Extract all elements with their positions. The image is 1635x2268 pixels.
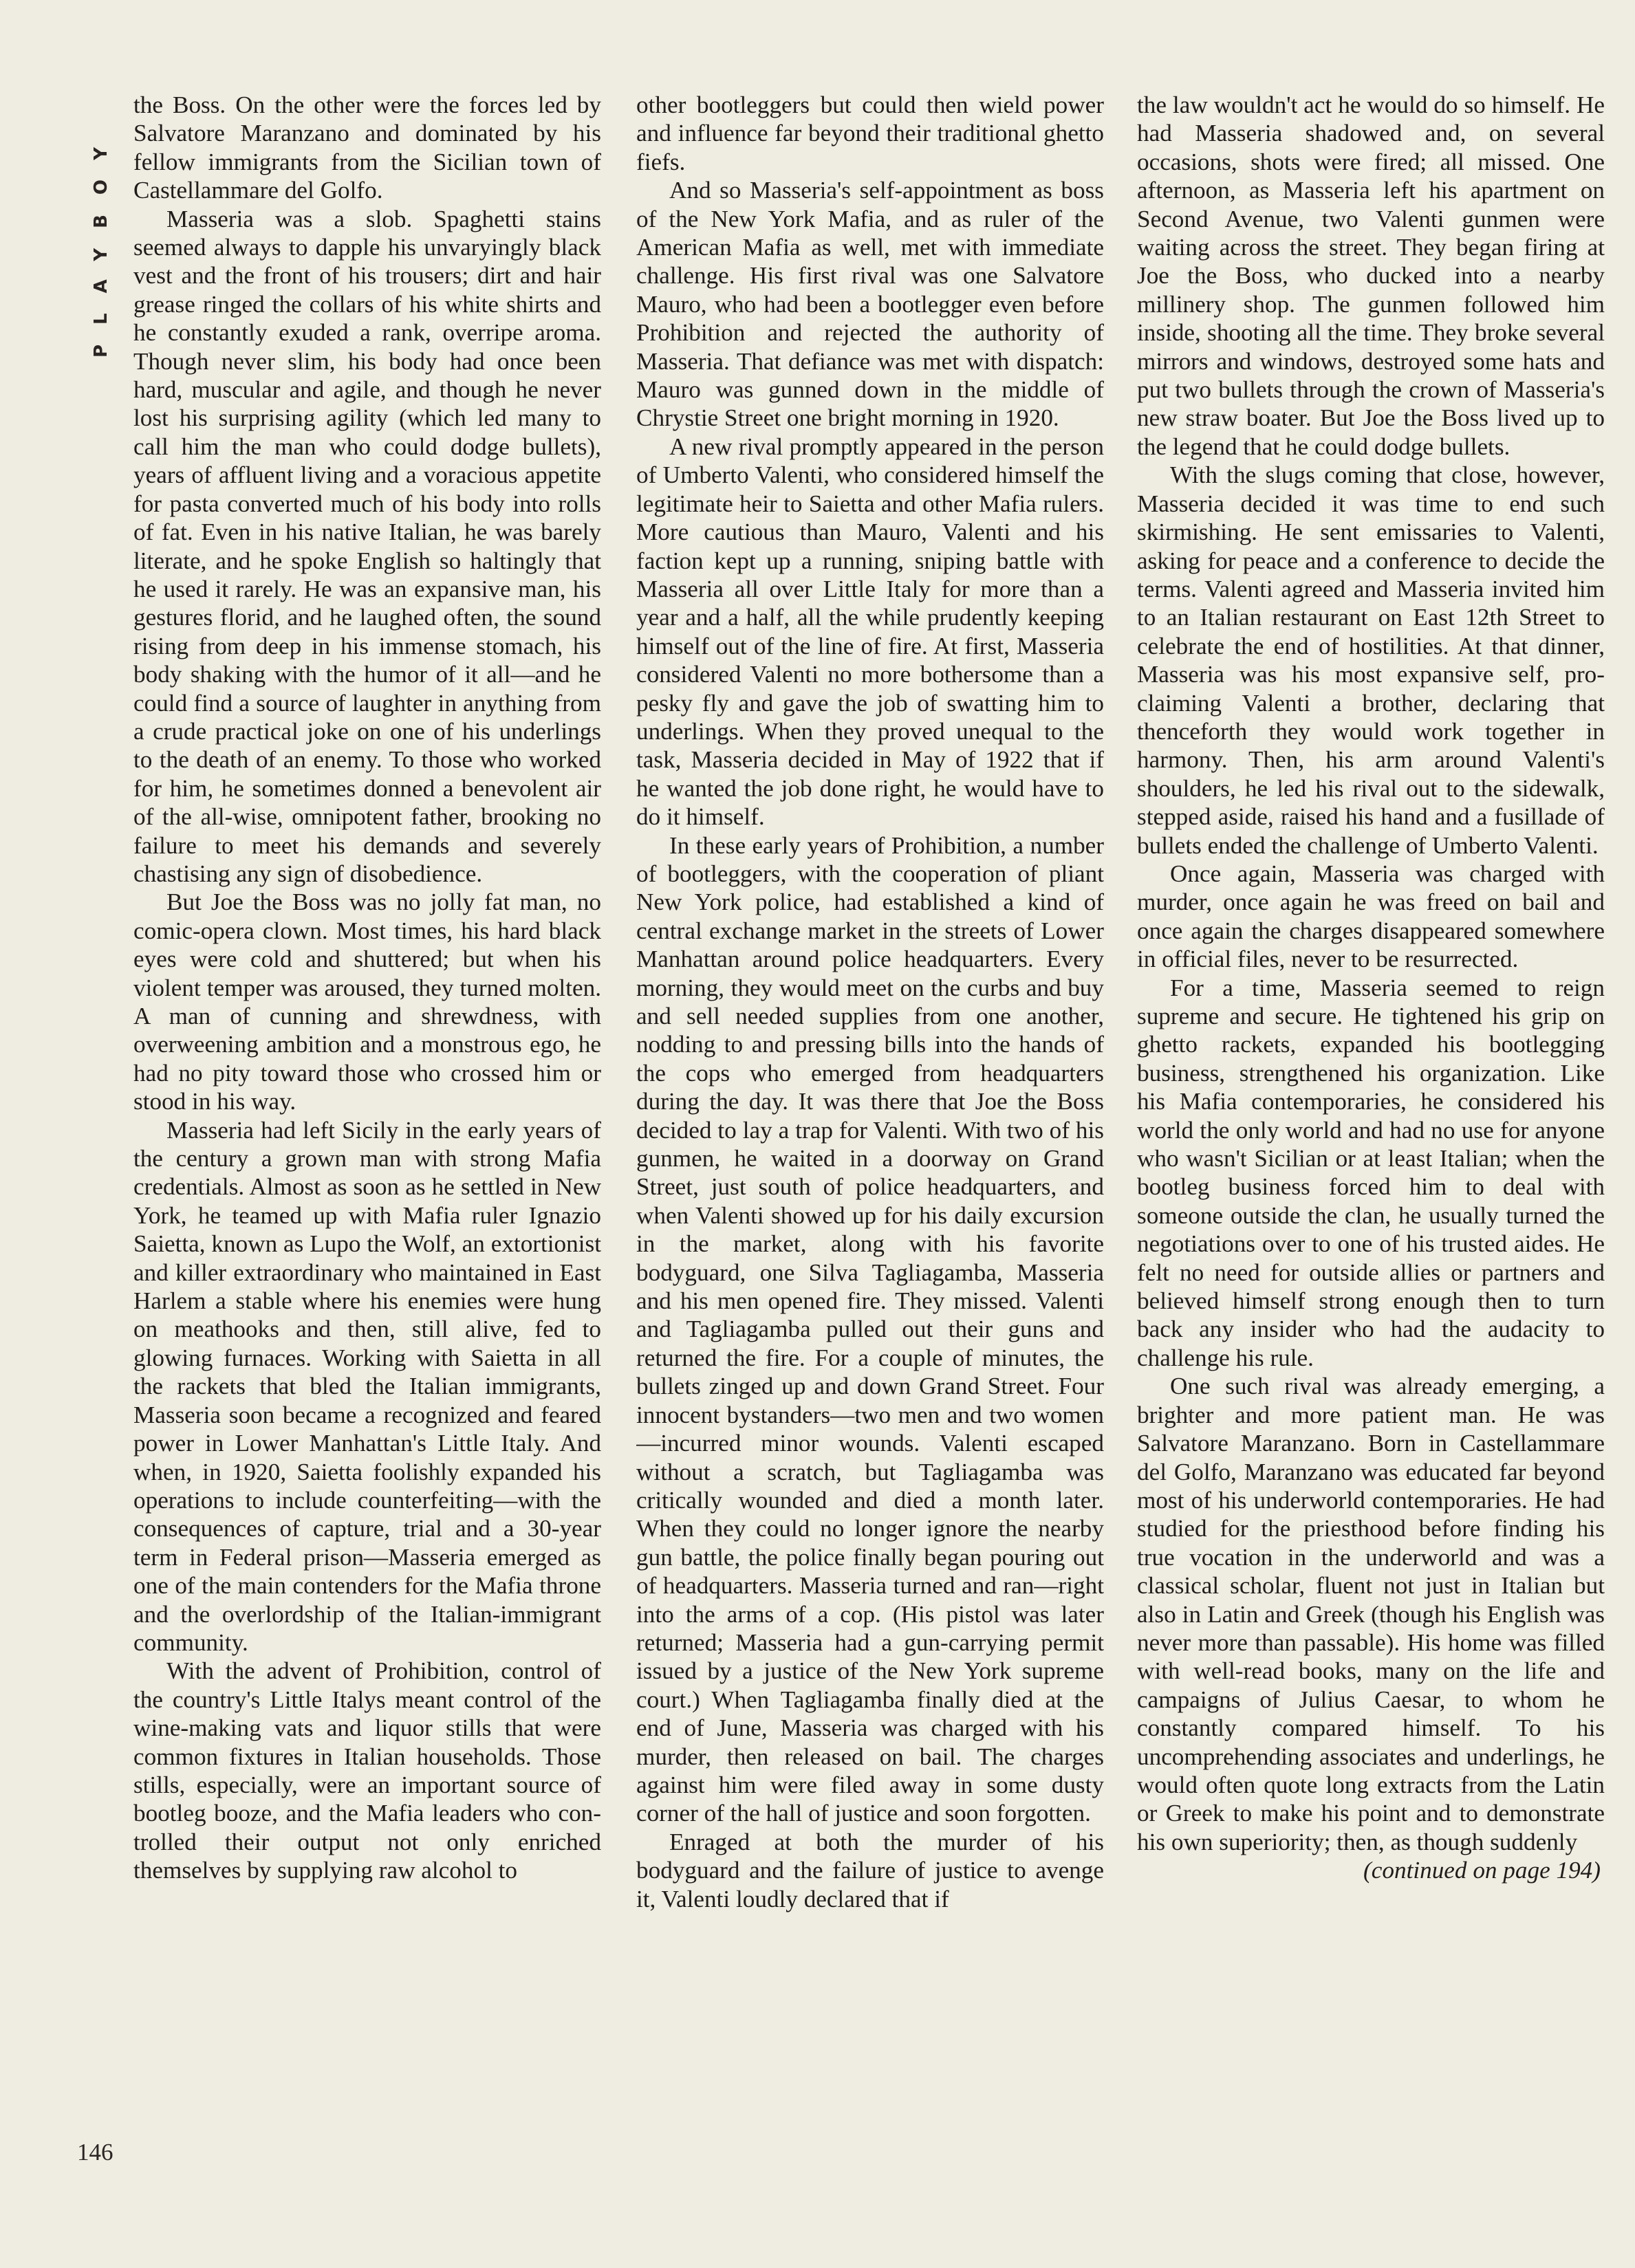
article-column-1	[133, 91, 601, 2181]
continued-on-note: (continued on page 194)	[1363, 1857, 1601, 1884]
paragraph: Once again, Masseria was charged with murder, once again he was freed on bail and once again the charges disappeared somewhere in official files, never to be resurrected.	[1137, 860, 1605, 973]
paragraph: With the slugs coming that close, however, Masseria decided it was time to end such skirmishing. He sent emissaries to Valenti, asking for peace and a conference to decide the terms. Valenti agreed and Masseria invited him to an Italian restaurant on East 12th Street to celebrate the end of hostilities. At that dinner, Masseria was his most expansive self, proclaiming Valenti a brother, declaring that thenceforth they would work together in harmony. Then, his arm around Valenti's shoulders, he led his rival out to the sidewalk, stepped aside, raised his hand and a fusillade of bullets ended the challenge of Umberto Valenti.	[1137, 461, 1605, 859]
paragraph: the Boss. On the other were the forces led by Salvatore Maranzano and dominated by his fellow immigrants from the Sicilian town of Castellammare del Golfo.	[133, 91, 601, 204]
paragraph: With the advent of Prohibition, control of the country's Little Italys meant control of the wine-making vats and liquor stills that were common fixtures in Italian households. Those stills, especially, were an important source of bootleg booze, and the Mafia leaders who controlled their output not only enriched themselves by supplying raw alcohol to	[133, 1657, 601, 1884]
paragraph: In these early years of Prohibition, a number of bootleggers, with the cooperation of pliant New York police, had established a kind of central exchange market in the streets of Lower Manhattan around police headquarters. Every morning, they would meet on the curbs and buy and sell needed supplies from one another, nodding to and pressing bills into the hands of the cops who emerged from headquarters during the day. It was there that Joe the Boss decided to lay a trap for Valenti. With two of his gunmen, he waited in a doorway on Grand Street, just south of police headquarters, and when Valenti showed up for his daily excursion in the market, along with his favorite bodyguard, one Silva Tagliagamba, Masseria and his men opened fire. They missed. Valenti and Tagliagamba pulled out their guns and returned the fire. For a couple of minutes, the bullets zinged up and down Grand Street. Four innocent bystanders—two men and two women—incurred minor wounds. Valenti escaped without a scratch, but Tagliagamba was critically wounded and died a month later. When they could no longer ignore the nearby gun battle, the police finally began pouring out of headquarters. Masseria turned and ran—right into the arms of a cop. (His pistol was later returned; Masseria had a gun-carrying permit issued by a justice of the New York supreme court.) When Tagliagamba finally died at the end of June, Masseria was charged with his murder, then released on bail. The charges against him were filed away in some dusty corner of the hall of justice and soon forgotten.	[636, 831, 1104, 1827]
article-column-3	[1137, 91, 1605, 2181]
paragraph: And so Masseria's self-appointment as boss of the New York Mafia, and as ruler of the American Mafia as well, met with immediate challenge. His first rival was one Salvatore Mauro, who had been a bootlegger even before Prohibition and rejected the authority of Masseria. That defiance was met with dispatch: Mauro was gunned down in the middle of Chrystie Street one bright morning in 1920.	[636, 177, 1104, 432]
magazine-masthead	[74, 96, 111, 358]
paragraph: One such rival was already emerging, a brighter and more patient man. He was Salvatore Maranzano. Born in Castellammare del Golfo, Maranzano was educated far beyond most of his underworld contemporaries. He had studied for the priesthood before finding his true vocation in the underworld and was a classical scholar, fluent not just in Italian but also in Latin and Greek (though his English was never more than passable). His home was filled with well-read books, many on the life and campaigns of Julius Caesar, to whom he constantly compared himself. To his uncomprehending associates and underlings, he would often quote long extracts from the Latin or Greek to make his point and to demonstrate his own superiority; then, as though suddenly	[1137, 1373, 1605, 1855]
paragraph: the law wouldn't act he would do so himself. He had Masseria shadowed and, on several occasions, shots were fired; all missed. One afternoon, as Masseria left his apartment on Second Avenue, two Valenti gunmen were waiting across the street. They began firing at Joe the Boss, who ducked into a nearby millinery shop. The gunmen followed him inside, shooting all the time. They broke several mirrors and windows, destroyed some hats and put two bullets through the crown of Masseria's new straw boater. But Joe the Boss lived up to the legend that he could dodge bullets.	[1137, 91, 1605, 460]
magazine-name: PLAYBOY	[91, 127, 111, 358]
article-column-2	[636, 91, 1104, 2181]
paragraph: For a time, Masseria seemed to reign supreme and secure. He tightened his grip on ghetto rackets, expanded his bootlegging business, strengthened his organization. Like his Mafia contemporaries, he considered his world the only world and had no use for anyone who wasn't Sicilian or at least Italian; when the bootleg business forced him to deal with someone outside the clan, he usually turned the negotiations over to one of his trusted aides. He felt no need for outside allies or partners and believed himself strong enough then to turn back any insider who had the audacity to challenge his rule.	[1137, 974, 1605, 1371]
paragraph: Masseria was a slob. Spaghetti stains seemed always to dapple his unvaryingly black vest and the front of his trousers; dirt and hair grease ringed the collars of his white shirts and he constantly exuded a rank, overripe aroma. Though never slim, his body had once been hard, muscular and agile, and though he never lost his surprising agility (which led many to call him the man who could dodge bullets), years of affluent living and a voracious appetite for pasta converted much of his body into rolls of fat. Even in his native Italian, he was barely literate, and he spoke English so haltingly that he used it rarely. He was an expansive man, his gestures florid, and he laughed often, the sound rising from deep in his immense stomach, his body shaking with the humor of it all—and he could find a source of laughter in anything from a crude practical joke on one of his underlings to the death of an enemy. To those who worked for him, he sometimes donned a benevolent air of the all-wise, omnipotent father, brooking no failure to meet his demands and severely chastising any sign of disobedience.	[133, 205, 601, 887]
page-number: 146	[77, 2139, 113, 2166]
paragraph: Enraged at both the murder of his bodyguard and the failure of justice to avenge it, Valenti loudly declared that if	[636, 1828, 1104, 1912]
paragraph: other bootleggers but could then wield power and influence far beyond their traditional ghetto fiefs.	[636, 91, 1104, 175]
paragraph: Masseria had left Sicily in the early years of the century a grown man with strong Mafia credentials. Almost as soon as he settled in New York, he teamed up with Mafia ruler Ignazio Saietta, known as Lupo the Wolf, an extortionist and killer extraordinary who maintained in East Harlem a stable where his enemies were hung on meathooks and then, still alive, fed to glowing furnaces. Working with Saietta in all the rackets that bled the Italian immigrants, Masseria soon became a recognized and feared power in Lower Manhattan's Little Italy. And when, in 1920, Saietta foolishly expanded his operations to include counterfeiting—with the consequences of capture, trial and a 30-year term in Federal prison—Masseria emerged as one of the main contenders for the Mafia throne and the overlordship of the Italian-immigrant community.	[133, 1116, 601, 1656]
paragraph: A new rival promptly appeared in the person of Umberto Valenti, who considered himself the legitimate heir to Saietta and other Mafia rulers. More cautious than Mauro, Valenti and his faction kept up a running, sniping battle with Masseria all over Little Italy for more than a year and a half, all the while prudently keeping himself out of the line of fire. At first, Masseria considered Valenti no more bothersome than a pesky fly and gave the job of swatting him to underlings. When they proved unequal to the task, Masseria decided in May of 1922 that if he wanted the job done right, he would have to do it himself.	[636, 433, 1104, 831]
paragraph: But Joe the Boss was no jolly fat man, no comic-opera clown. Most times, his hard black eyes were cold and shuttered; but when his violent temper was aroused, they turned molten. A man of cunning and shrewdness, with overweening ambition and a monstrous ego, he had no pity toward those who crossed him or stood in his way.	[133, 888, 601, 1115]
